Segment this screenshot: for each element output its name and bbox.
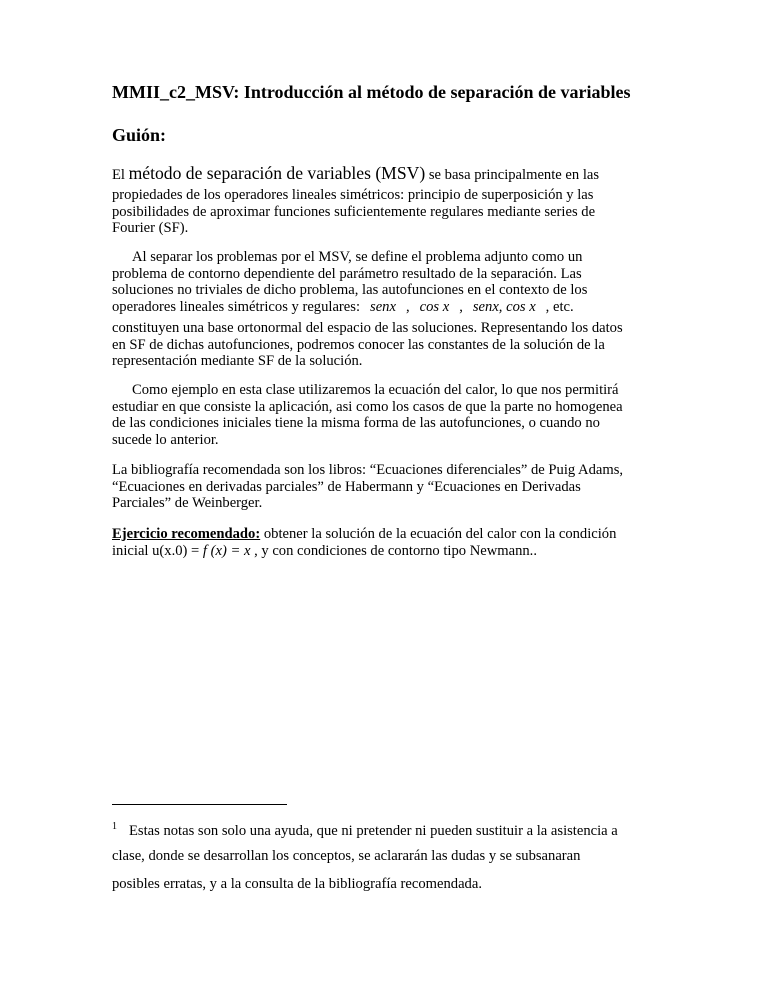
p1-line2: propiedades de los operadores lineales simétricos: principio de superposición y las: [112, 187, 594, 203]
p1-lead-rest: se basa principalmente en las: [425, 167, 600, 183]
section-heading: Guión:: [112, 125, 167, 145]
p5-line2: [112, 543, 660, 560]
p2-line7: representación mediante SF de la solución.: [112, 353, 363, 369]
p1-line3: posibilidades de aproximar funciones suficientemente regulares mediante series de: [112, 203, 596, 220]
math-sep-3: , etc.: [545, 298, 574, 315]
p2-line4-text: operadores lineales simétricos y regulares:: [112, 298, 361, 315]
math-senx-cosx: senx, cos x: [472, 298, 536, 315]
p2-line2: problema de contorno dependiente del parámetro resultado de la separación. Las: [112, 265, 582, 282]
footnote-line2: clase, donde se desarrollan los conceptos, se aclararán las dudas y se subsanaran: [112, 847, 581, 864]
p1-lead-small: El: [112, 167, 129, 183]
p3-line1: Como ejemplo en esta clase utilizaremos la ecuación del calor, lo que nos permitirá: [132, 382, 619, 398]
p3-line2: estudiar en que consiste la aplicación, asi como los casos de que la parte no homogenea: [112, 398, 623, 415]
p5-line1-rest: obtener la solución de la ecuación del calor con la condición: [260, 526, 617, 542]
p2-line5: constituyen una base ortonormal del espacio de las soluciones. Representando los datos: [112, 320, 623, 336]
p5-line2-pre: inicial u(x.0) =: [112, 543, 203, 559]
exercise-label: Ejercicio recomendado:: [112, 526, 261, 542]
p4-line1: La bibliografía recomendada son los libros: “Ecuaciones diferenciales” de Puig Adams,: [112, 462, 624, 478]
document-title: MMII_c2_MSV: Introducción al método de separación de variables: [112, 82, 631, 102]
p1-line4: Fourier (SF).: [112, 220, 189, 236]
footnote-marker: 1: [112, 821, 117, 832]
p3-line4: sucede lo anterior.: [112, 431, 219, 448]
math-senx: senx: [370, 298, 396, 315]
p5-line2-post: , y con condiciones de contorno tipo Newmann..: [250, 543, 537, 559]
footnote-separator: [112, 804, 287, 805]
p3-line3: de las condiciones iniciales tiene la misma forma de las autofunciones, o cuando no: [112, 415, 600, 431]
math-sep-2: ,: [459, 298, 463, 315]
p2-line4: [112, 299, 660, 316]
math-initial-condition: f (x) = x: [202, 543, 251, 559]
p2-line1: Al separar los problemas por el MSV, se define el problema adjunto como un: [132, 249, 583, 265]
p5-line1: [112, 526, 660, 543]
p2-line3: soluciones no triviales de dicho problema, las autofunciones en el contexto de los: [112, 282, 588, 298]
p1-line1: [112, 165, 660, 184]
footnote-line3: posibles erratas, y a la consulta de la bibliografía recomendada.: [112, 876, 482, 892]
p4-line3: Parciales” de Weinberger.: [112, 495, 263, 511]
p4-line2: “Ecuaciones en derivadas parciales” de Habermann y “Ecuaciones en Derivadas: [112, 478, 581, 495]
p2-line6: en SF de dichas autofunciones, podremos conocer las constantes de la solución de la: [112, 336, 605, 353]
math-cosx: cos x: [419, 298, 450, 315]
math-sep-1: ,: [405, 298, 410, 315]
p1-lead-big: método de separación de variables (MSV): [128, 163, 426, 183]
footnote-text-1: Estas notas son solo una ayuda, que ni pretender ni pueden sustituir a la asistencia a: [129, 823, 618, 839]
